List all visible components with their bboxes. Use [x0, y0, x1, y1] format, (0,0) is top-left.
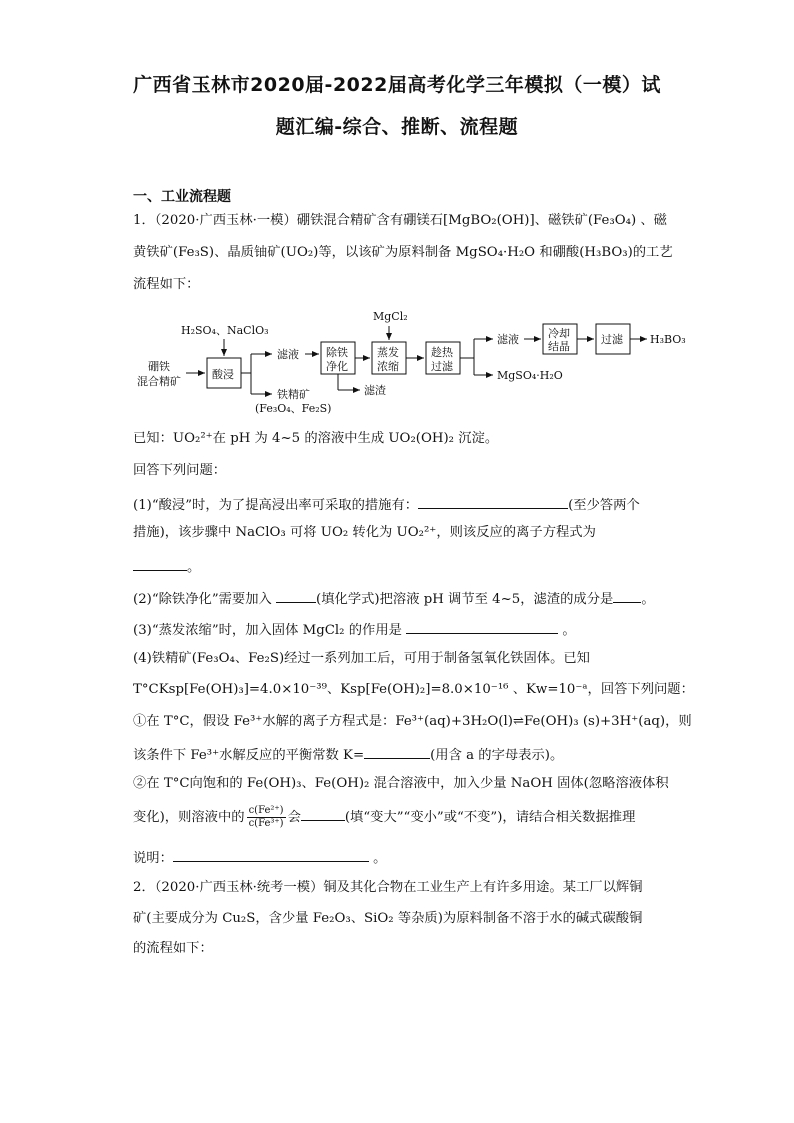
flow-step-acid: 酸浸 [212, 368, 234, 381]
q1-part2-answer-blank1[interactable] [276, 588, 316, 603]
q1-part2-text-a: (2)“除铁净化”需要加入 [133, 592, 272, 607]
fraction-denominator: c(Fe³⁺) [248, 818, 284, 829]
q1-part1-line2: 措施)，该步骤中 NaClO₃ 可将 UO₂ 转化为 UO₂²⁺，则该反应的离子方程式为 [133, 525, 596, 540]
q1-part3-answer-blank[interactable] [406, 619, 558, 634]
section-heading: 一、工业流程题 [133, 189, 231, 205]
q1-part4-sub2-text-a: 变化)，则溶液中的 [133, 810, 245, 825]
q1-part1-answer-blank1[interactable] [418, 494, 568, 509]
q1-part3-text: (3)“蒸发浓缩”时，加入固体 MgCl₂ 的作用是 [133, 623, 402, 638]
flow-mgso4: MgSO₄·H₂O [497, 369, 563, 382]
q2-line1: 2．（2020·广西玉林·统考一模）铜及其化合物在工业生产上有许多用途。某工厂以辉铜 [133, 880, 643, 895]
q1-answer-prompt: 回答下列问题： [133, 463, 227, 478]
q1-part1-line3 [133, 556, 200, 577]
flow-feed-line2: 混合精矿 [137, 375, 181, 388]
q1-part4-sub2-answer-blank1[interactable] [301, 806, 345, 821]
flow-step-hot-1: 趁热 [431, 346, 453, 359]
flow-step-purify-1: 除铁 [326, 346, 348, 359]
q1-part4-sub2-line1: ②在 T°C向饱和的 Fe(OH)₃、Fe(OH)₂ 混合溶液中，加入少量 NaOH 固体(忽略溶液体积 [133, 776, 669, 791]
flow-filtrate1: 滤液 [277, 348, 299, 361]
q1-part4-sub1-end: (用含 a 的字母表示)。 [430, 748, 564, 763]
flow-step-filter: 过滤 [601, 333, 623, 346]
q1-part4-sub2-text-b: 会 [287, 810, 301, 825]
flow-step-hot-2: 过滤 [431, 360, 453, 373]
q1-part1-end: 。 [187, 560, 201, 575]
flow-step-purify-2: 净化 [326, 360, 348, 373]
flow-filtrate2: 滤液 [497, 333, 519, 346]
q1-part4-sub2-line2 [133, 805, 635, 830]
flow-residue: 滤渣 [364, 384, 386, 397]
flow-feed-line1: 硼铁 [148, 360, 170, 373]
q1-known: 已知：UO₂²⁺在 pH 为 4~5 的溶液中生成 UO₂(OH)₂ 沉淀。 [133, 431, 499, 446]
document-title-line2: 题汇编-综合、推断、流程题 [275, 116, 519, 138]
q1-part2-text-b: (填化学式)把溶液 pH 调节至 4~5，滤渣的成分是 [316, 592, 614, 607]
concentration-ratio-fraction [247, 805, 286, 830]
q1-part2-line [133, 588, 655, 609]
q1-part2-answer-blank2[interactable] [613, 588, 641, 603]
q1-intro-line1: 1．（2020·广西玉林·一模）硼铁混合精矿含有硼镁石[MgBO₂(OH)]、磁铁矿(Fe₃O₄) 、磁 [133, 213, 667, 228]
flow-mgcl2: MgCl₂ [373, 310, 408, 323]
q1-part4-sub1-line1: ①在 T°C，假设 Fe³⁺水解的离子方程式是：Fe³⁺(aq)+3H₂O(l)⇌Fe(OH)₃ (s)+3H⁺(aq)，则 [133, 714, 692, 729]
q1-part4-sub1-answer-blank[interactable] [364, 744, 430, 759]
q1-part1-answer-blank2[interactable] [133, 556, 187, 571]
flow-product: H₃BO₃ [650, 333, 686, 346]
q1-part4-line1: (4)铁精矿(Fe₃O₄、Fe₂S)经过一系列加工后，可用于制备氢氧化铁固体。已知 [133, 651, 590, 666]
q1-part3-end: 。 [562, 623, 576, 638]
q1-intro-line3: 流程如下： [133, 277, 200, 292]
q1-part4-sub2-text-d: 说明： [133, 851, 173, 866]
q1-part3-line [133, 619, 576, 640]
flow-step-cool-1: 冷却 [548, 327, 570, 340]
q1-part1-text-b: (至少答两个 [568, 498, 640, 513]
q1-part4-sub2-line3 [133, 847, 386, 868]
q1-part4-sub2-answer-blank2[interactable] [173, 847, 369, 862]
document-title-line1: 广西省玉林市2020届-2022届高考化学三年模拟（一模）试 [133, 74, 661, 96]
q1-part4-sub2-text-c: (填“变大”“变小”或“不变”)，请结合相关数据推理 [344, 810, 636, 825]
q1-part1-line1 [133, 494, 640, 515]
q1-part1-text-a: (1)“酸浸”时，为了提高浸出率可采取的措施有： [133, 498, 419, 513]
q1-intro-line2: 黄铁矿(Fe₃S)、晶质铀矿(UO₂)等，以该矿为原料制备 MgSO₄·H₂O 和硼酸(H₃BO₃)的工艺 [133, 245, 673, 260]
q1-part2-end: 。 [641, 592, 655, 607]
q1-part4-sub2-end: 。 [373, 851, 387, 866]
flow-iron-ore-comp: (Fe₃O₄、Fe₂S) [255, 402, 332, 415]
fraction-numerator: c(Fe²⁺) [248, 805, 284, 816]
flow-reagent: H₂SO₄、NaClO₃ [181, 324, 269, 337]
flow-iron-ore: 铁精矿 [277, 388, 310, 401]
q1-part4-line2: T°CKsp[Fe(OH)₃]=4.0×10⁻³⁹、Ksp[Fe(OH)₂]=8.0×10⁻¹⁶ 、Kw=10⁻ᵃ，回答下列问题： [133, 682, 694, 697]
q2-line2: 矿(主要成分为 Cu₂S，含少量 Fe₂O₃、SiO₂ 等杂质)为原料制备不溶于水的碱式碳酸铜 [133, 911, 643, 926]
q1-part4-sub1-line2 [133, 744, 563, 765]
flow-step-cool-2: 结晶 [548, 340, 570, 353]
flow-step-evap-1: 蒸发 [377, 346, 399, 359]
flow-step-evap-2: 浓缩 [377, 360, 399, 373]
q2-line3: 的流程如下： [133, 941, 213, 956]
q1-part4-sub1-text: 该条件下 Fe³⁺水解反应的平衡常数 K= [133, 748, 365, 763]
process-flow-diagram [0, 302, 794, 427]
